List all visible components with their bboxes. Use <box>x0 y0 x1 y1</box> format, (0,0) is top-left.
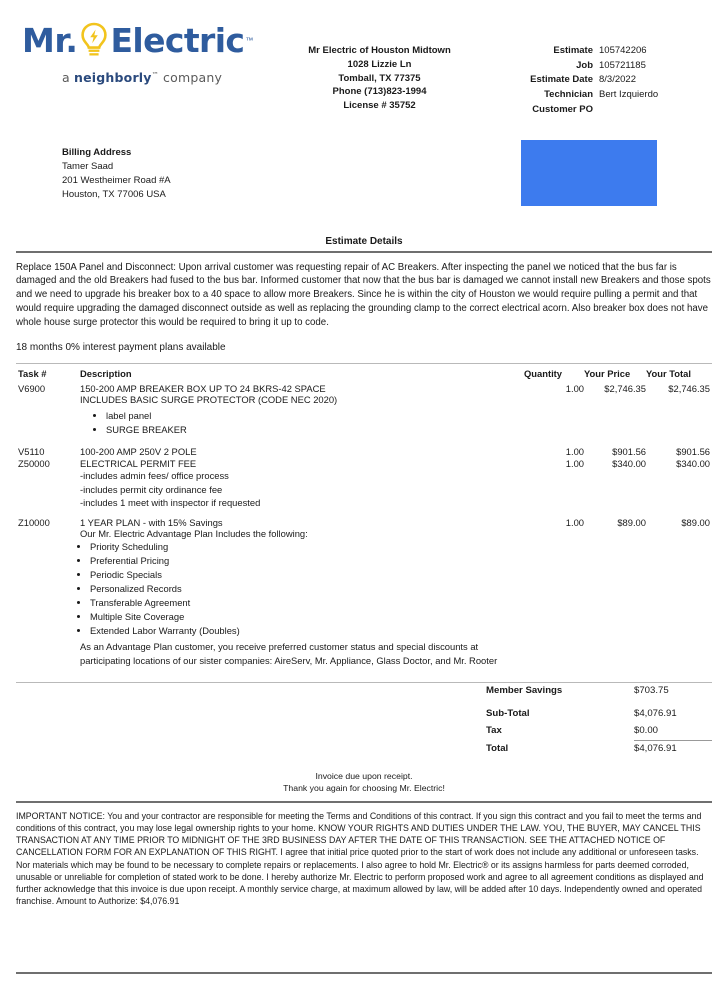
row-quantity: 1.00 <box>565 446 584 458</box>
table-row <box>16 439 712 457</box>
tagline-trademark: ™ <box>151 70 159 79</box>
row-price: $89.00 <box>617 517 646 529</box>
estimate-narrative: Replace 150A Panel and Disconnect: Upon arrival customer was requesting repair of AC Breakers. After inspecting the panel we noticed that the bus far is damaged and the old Breakers had fused to the bus bar. Informed customer that now that the bus bar is damaged we cannot install new Breakers and those spots and we need to upgrade his breaker box to a 40 space to allow more Breakers. Since he is within the city of Houston we would require pulling a permit and that would require upgrading the damaged disconnect outside as well as replacing the grounding clamp to the correct electrical acorn. Also breaker box does not have whole house surge protector this would be required to bring it up to code. <box>16 261 711 328</box>
logo-trademark: ™ <box>245 35 254 45</box>
company-address <box>262 22 497 113</box>
list-item: • Personalized Records <box>90 582 524 596</box>
tagline-prefix: a <box>61 70 74 85</box>
estimate-details-heading: Estimate Details <box>325 235 403 247</box>
meta-label: Technician <box>544 89 593 101</box>
row-description-line2: Our Mr. Electric Advantage Plan Includes the following: <box>80 528 308 540</box>
row-description-cell <box>70 457 524 510</box>
member-savings-value: $703.75 <box>634 684 669 696</box>
meta-value: 105721185 <box>599 59 646 71</box>
total-value: $4,076.91 <box>634 743 677 755</box>
table-header-row <box>16 364 712 382</box>
member-savings-row <box>486 683 712 700</box>
meta-label: Estimate <box>553 45 593 56</box>
row-quantity: 1.00 <box>565 517 584 529</box>
list-item: • Multiple Site Coverage <box>90 610 524 624</box>
subtotal-label: Sub-Total <box>486 708 530 720</box>
document-header <box>16 0 712 118</box>
row-total: $2,746.35 <box>668 383 710 395</box>
row-quantity: 1.00 <box>565 383 584 395</box>
tagline-suffix: company <box>158 70 223 85</box>
estimate-meta <box>497 22 725 118</box>
logo-mr-text: Mr. <box>22 20 78 60</box>
meta-row-technician <box>497 88 703 103</box>
totals-spacer <box>486 699 712 706</box>
row-task-number: V5110 <box>18 446 45 458</box>
logo-electric-text: Electric <box>110 20 245 60</box>
company-line: Tomball, TX 77375 <box>338 72 421 84</box>
table-row <box>16 382 712 439</box>
company-line: Phone (713)823-1994 <box>332 86 427 98</box>
financing-promo-text: 18 months 0% interest payment plans available <box>16 342 226 354</box>
row-total: $340.00 <box>676 458 710 470</box>
row-price: $901.56 <box>612 446 646 458</box>
row-subline: -includes 1 meet with inspector if requested <box>80 497 261 509</box>
row-price: $340.00 <box>612 458 646 470</box>
meta-row-estimate-date <box>497 73 703 88</box>
important-notice-text: IMPORTANT NOTICE: You and your contractor are responsible for meeting the Terms and Conditions of this contract. If you sign this contract and you fail to meet the terms and conditions of this contract, you may lose legal ownership rights to your home. KNOW YOUR RIGHTS AND DUTIES UNDER THE LAW. YOU, THE BUYER, MAY CANCEL THIS TRANSACTION AT ANY TIME PRIOR TO MIDNIGHT OF THE 3RD BUSINESS DAY AFTER THE DATE OF THIS TRANSACTION. SEE THE ATTACHED NOTICE OF CANCELLATION FORM FOR AN EXPLANATION OF THIS RIGHT. I agree that initial price quoted prior to the start of work does not include any additional or unforeseen tasks. Nor materials which may be found to be necessary to complete repairs or replacements. I also agree to hold Mr. Electric® or its assigns harmless for parts deemed corroded, unusable or unreliable for completion of stated work to be done. I hereby authorize Mr. Electric to perform proposed work and agree to all agreement conditions as displayed and further acknowledge that this invoice is due upon receipt. A monthly service charge, at maximum allowed by law, will be added after 10 days. Independently owned and operated franchise. Amount to Authorize: $4,076.91 <box>16 811 704 906</box>
column-header-your-price: Your Price <box>584 368 631 380</box>
invoice-due-text: Invoice due upon receipt. <box>315 770 413 781</box>
list-item: • Extended Labor Warranty (Doubles) <box>90 624 524 638</box>
tax-label: Tax <box>486 725 502 737</box>
billing-zone <box>16 140 712 232</box>
billing-address-title: Billing Address <box>62 146 132 158</box>
meta-value: 105742206 <box>599 45 647 56</box>
list-item: • Priority Scheduling <box>90 540 524 554</box>
row-footer-paragraph: As an Advantage Plan customer, you receive preferred customer status and special discounts at participating locations of our sister companies: AireServ, Mr. Appliance, Glass Doctor, and Mr. Rooter <box>80 641 498 667</box>
subtotal-value: $4,076.91 <box>634 708 677 720</box>
billing-street: 201 Westheimer Road #A <box>62 175 171 187</box>
company-line: License # 35752 <box>343 100 416 112</box>
list-item: • Preferential Pricing <box>90 554 524 568</box>
column-header-your-total: Your Total <box>646 368 691 380</box>
row-price: $2,746.35 <box>604 383 646 395</box>
row-description-cell <box>70 510 524 668</box>
totals-block <box>486 683 712 758</box>
column-header-quantity: Quantity <box>524 368 563 380</box>
tax-value: $0.00 <box>634 725 659 737</box>
meta-label: Estimate Date <box>530 74 593 86</box>
meta-row-job <box>497 59 703 74</box>
billing-address <box>62 146 171 203</box>
meta-label: Job <box>576 59 593 71</box>
footer-divider <box>16 801 712 803</box>
row-description-line2: INCLUDES BASIC SURGE PROTECTOR (CODE NEC 2020) <box>80 394 338 406</box>
row-task-number: Z10000 <box>18 517 50 529</box>
row-subline: -includes permit city ordinance fee <box>80 483 223 495</box>
table-row <box>16 510 712 668</box>
row-quantity: 1.00 <box>565 458 584 470</box>
row-task-number: Z50000 <box>18 458 50 470</box>
total-label: Total <box>486 743 509 755</box>
row-description-cell <box>70 382 524 439</box>
row-bullet-list <box>80 540 524 637</box>
row-total: $89.00 <box>681 517 710 529</box>
thank-you-block <box>16 770 712 795</box>
column-header-task: Task # <box>18 368 47 380</box>
details-divider <box>16 251 712 253</box>
list-item: • Periodic Specials <box>90 568 524 582</box>
meta-value <box>593 103 703 118</box>
meta-value: 8/3/2022 <box>599 74 636 86</box>
meta-row-customer-po <box>497 103 703 118</box>
page-bottom-divider <box>16 972 712 974</box>
lightbulb-icon <box>79 22 109 58</box>
tax-row <box>486 723 712 740</box>
member-savings-label: Member Savings <box>486 684 563 696</box>
subtotal-row <box>486 706 712 723</box>
row-subline: -includes admin fees/ office process <box>80 470 229 482</box>
row-description: 100-200 AMP 250V 2 POLE <box>80 446 197 458</box>
row-description: ELECTRICAL PERMIT FEE <box>80 458 197 470</box>
brand-logo <box>16 22 262 85</box>
signature-image-box <box>521 140 657 206</box>
column-header-description: Description <box>80 368 132 380</box>
line-items-table <box>16 364 712 667</box>
meta-row-estimate <box>497 44 703 59</box>
total-row <box>486 741 712 758</box>
list-item: • SURGE BREAKER <box>106 423 524 437</box>
thank-you-text: Thank you again for choosing Mr. Electric! <box>283 783 445 794</box>
table-row <box>16 457 712 510</box>
billing-city-state-zip: Houston, TX 77006 USA <box>62 189 166 201</box>
totals-section <box>16 682 712 758</box>
list-item: • label panel <box>106 409 524 423</box>
meta-value: Bert Izquierdo <box>599 89 659 101</box>
meta-label: Customer PO <box>532 103 593 115</box>
company-line: 1028 Lizzie Ln <box>347 58 412 70</box>
row-total: $901.56 <box>676 446 710 458</box>
billing-customer-name: Tamer Saad <box>62 160 114 172</box>
row-description: 1 YEAR PLAN - with 15% Savings <box>80 517 223 529</box>
neighborly-tagline <box>22 70 262 85</box>
row-description-cell <box>70 439 524 457</box>
row-task-number: V6900 <box>18 383 46 395</box>
list-item: • Transferable Agreement <box>90 596 524 610</box>
tagline-brand: neighborly <box>74 70 152 85</box>
row-description: 150-200 AMP BREAKER BOX UP TO 24 BKRS-42 SPACE <box>80 383 326 395</box>
company-line: Mr Electric of Houston Midtown <box>308 45 451 56</box>
row-bullet-list <box>80 409 524 437</box>
